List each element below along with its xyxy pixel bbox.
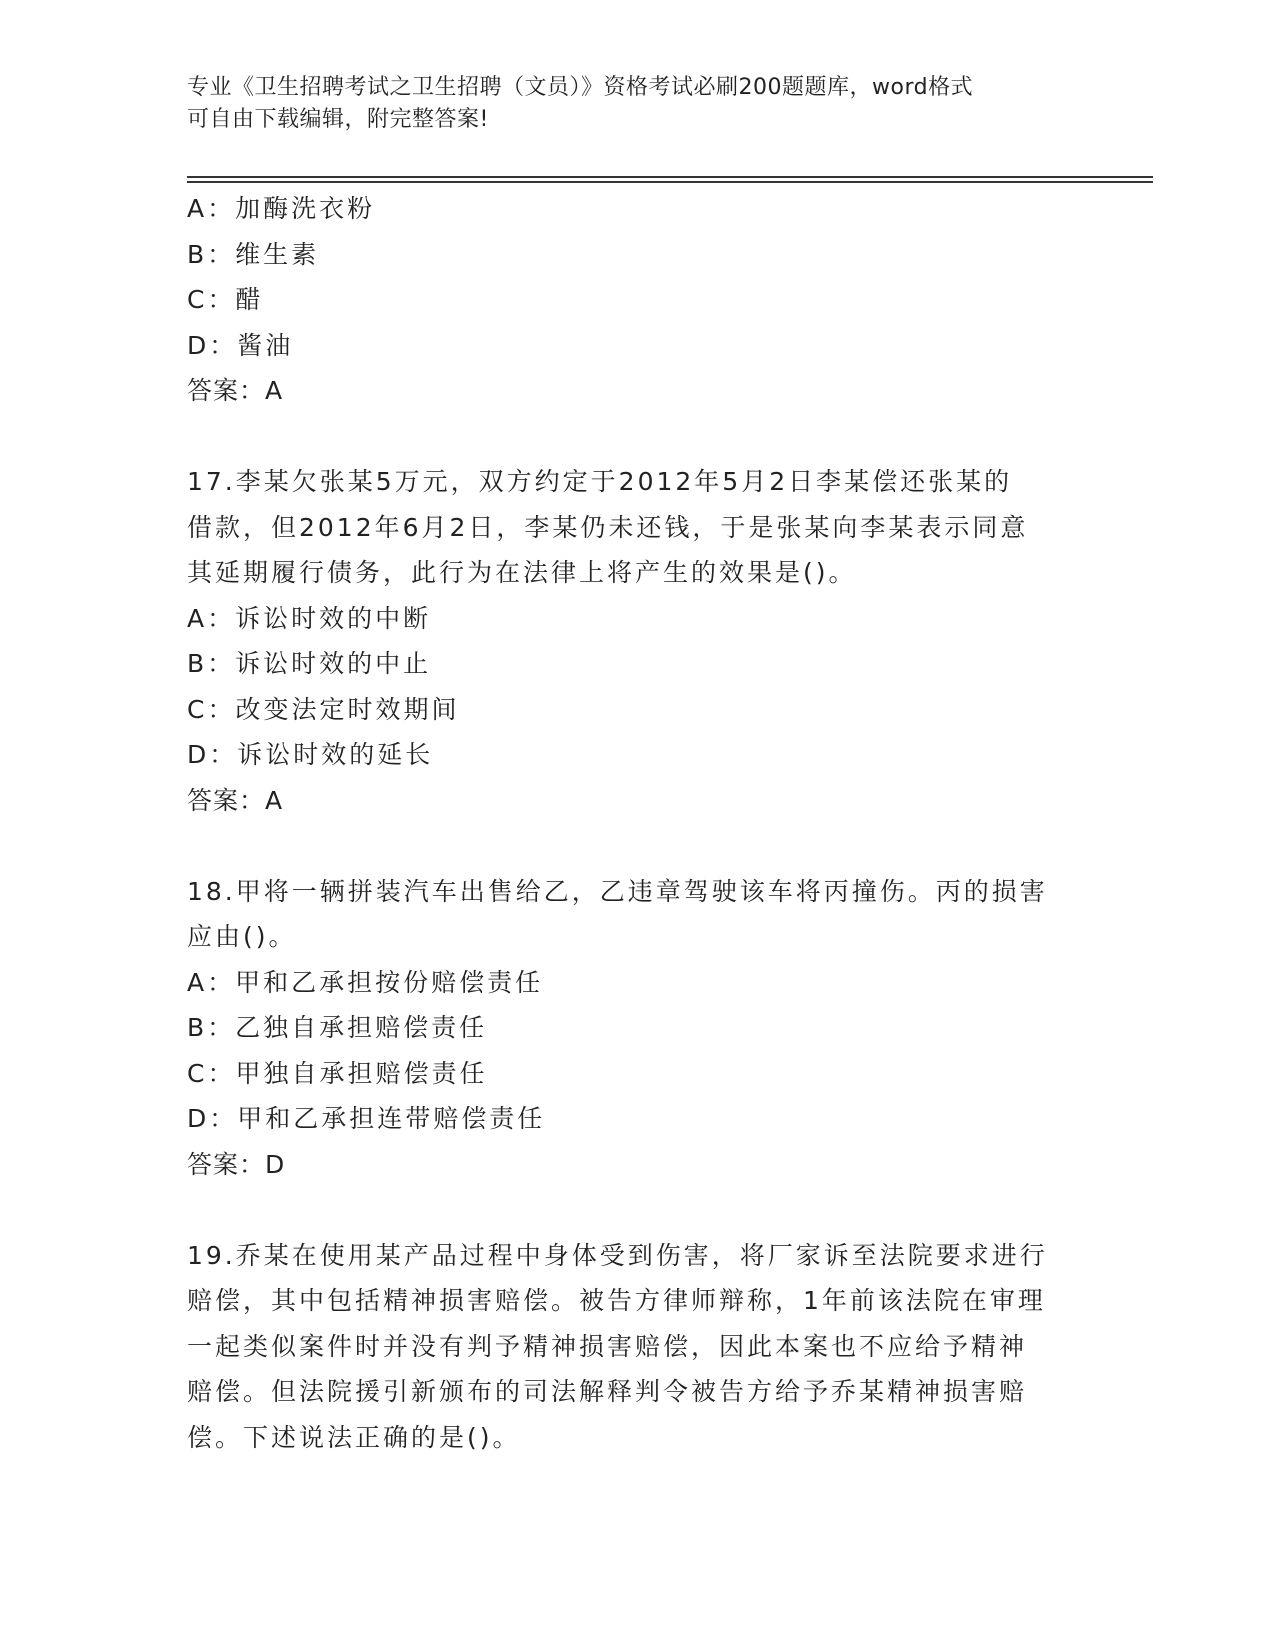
- spacer: [187, 1187, 1087, 1233]
- document-header: [187, 72, 1067, 136]
- question-content: [187, 186, 1087, 1460]
- spacer: [187, 414, 1087, 460]
- question-stem-line: 17.李某欠张某5万元，双方约定于2012年5月2日李某偿还张某的: [187, 467, 1013, 496]
- answer-line: 答案：A: [187, 785, 284, 815]
- question-17: [187, 459, 1087, 823]
- header-line-1: 专业《卫生招聘考试之卫生招聘（文员）》资格考试必刷200题题库，word格式: [187, 75, 974, 100]
- answer-line: 答案：A: [187, 376, 284, 405]
- question-stem-line: 19.乔某在使用某产品过程中身体受到伤害，将厂家诉至法院要求进行: [187, 1240, 1048, 1270]
- option-a: A：加酶洗衣粉: [187, 194, 376, 223]
- header-line-2: 可自由下载编辑，附完整答案!: [187, 107, 489, 132]
- question-stem-line: 其延期履行债务，此行为在法律上将产生的效果是()。: [187, 558, 857, 587]
- option-d: D：诉讼时效的延长: [187, 740, 434, 769]
- question-stem-line: 赔偿，其中包括精神损害赔偿。被告方律师辩称，1年前该法院在审理: [187, 1286, 1046, 1315]
- option-c: C：甲独自承担赔偿责任: [187, 1058, 488, 1088]
- option-a: A：甲和乙承担按份赔偿责任: [187, 967, 544, 997]
- question-stem-line: 一起类似案件时并没有判予精神损害赔偿，因此本案也不应给予精神: [187, 1331, 1028, 1361]
- header-divider-bottom: [187, 181, 1153, 183]
- option-b: B：乙独自承担赔偿责任: [187, 1013, 488, 1042]
- question-18: [187, 869, 1087, 1188]
- answer-line: 答案：D: [187, 1149, 286, 1179]
- question-stem-line: 赔偿。但法院援引新颁布的司法解释判令被告方给予乔某精神损害赔: [187, 1377, 1028, 1406]
- header-divider-top: [187, 176, 1153, 178]
- option-b: B：维生素: [187, 239, 320, 269]
- spacer: [187, 823, 1087, 869]
- option-c: C：改变法定时效期间: [187, 694, 460, 724]
- question-stem-line: 应由()。: [187, 922, 297, 951]
- question-stem-line: 借款，但2012年6月2日，李某仍未还钱，于是张某向李某表示同意: [187, 512, 1029, 542]
- option-b: B：诉讼时效的中止: [187, 649, 432, 678]
- option-d: D：酱油: [187, 330, 294, 360]
- question-16-tail: [187, 186, 1087, 414]
- question-19: [187, 1233, 1087, 1461]
- option-c: C：醋: [187, 285, 264, 314]
- question-stem-line: 18.甲将一辆拼装汽车出售给乙，乙违章驾驶该车将丙撞伤。丙的损害: [187, 876, 1048, 906]
- option-d: D：甲和乙承担连带赔偿责任: [187, 1104, 546, 1133]
- question-stem-line: 偿。下述说法正确的是()。: [187, 1422, 521, 1452]
- option-a: A：诉讼时效的中断: [187, 603, 432, 633]
